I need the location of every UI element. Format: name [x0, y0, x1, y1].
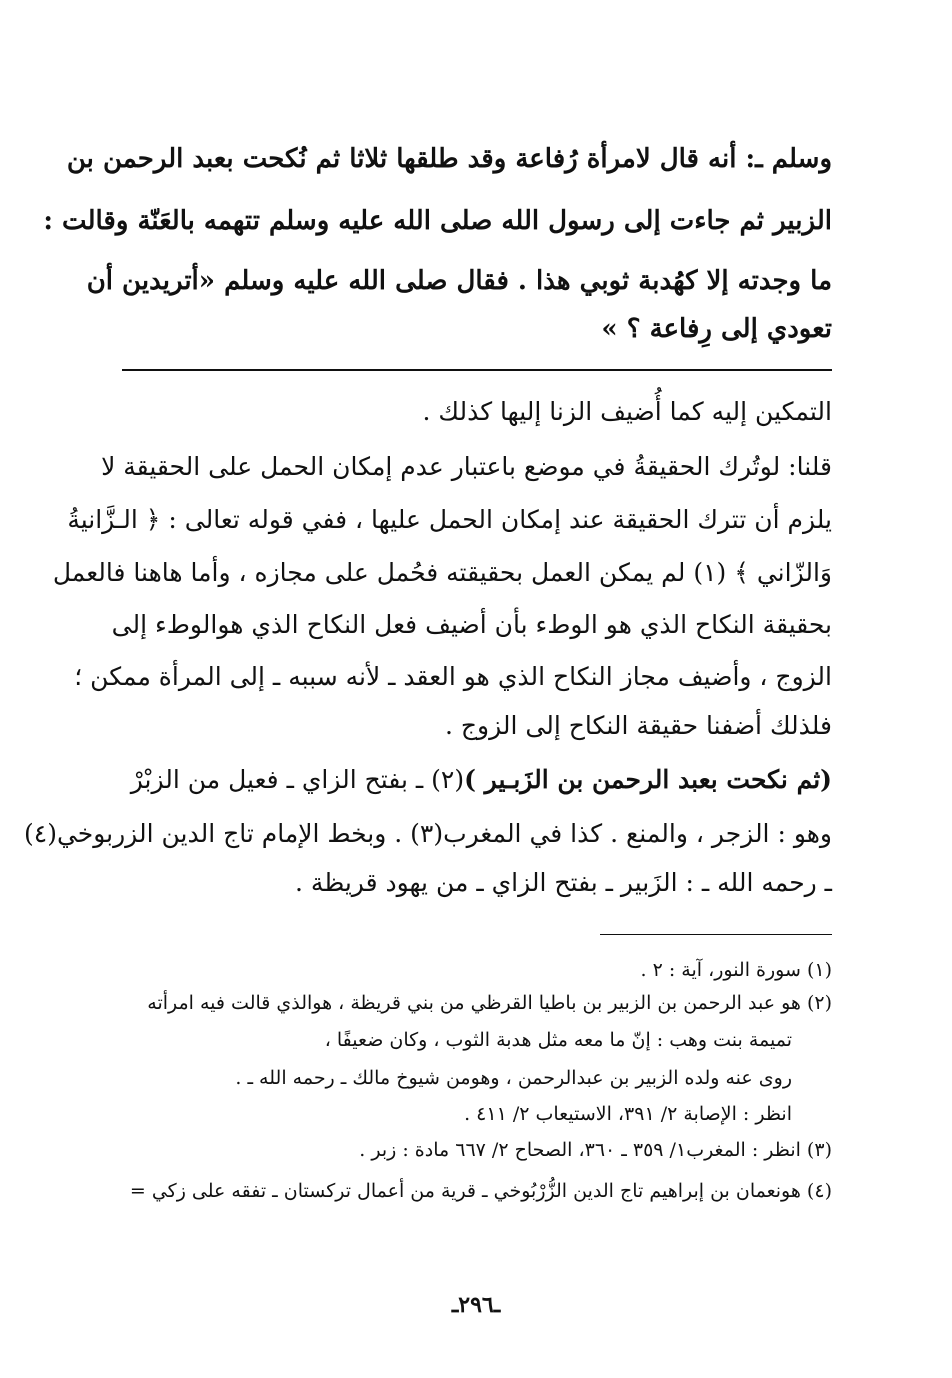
commentary-line: الزوج ، وأضيف مجاز النكاح الذي هو العقد ـ لأنه سببه ـ إلى المرأة ممكن ؛ — [74, 662, 832, 691]
footnote-2-reference: انظر : الإصابة ٢/ ٣٩١، الاستيعاب ٢/ ٤١١ . — [464, 1103, 792, 1125]
page-number: ـ٢٩٦ـ — [451, 1292, 501, 1318]
commentary-line: فلذلك أضفنا حقيقة النكاح إلى الزوج . — [445, 711, 832, 740]
footnote-4: (٤) هونعمان بن إبراهيم تاج الدين الزُّرْبُوخي ـ قرية من أعمال تركستان ـ تفقه على زكي = — [129, 1180, 832, 1202]
quoted-phrase: (ثم نكحت بعبد الرحمن بن الزَبـير ) — [464, 765, 832, 794]
commentary-line: قلنا: لوتُرك الحقيقةُ في موضع باعتبار عدم إمكان الحمل على الحقيقة لا — [101, 452, 832, 481]
commentary-line: ـ رحمه الله ـ : الزَبير ـ بفتح الزاي ـ من يهود قريظة . — [295, 868, 832, 897]
commentary-line: وَالزّاني ﴾ (١) لم يمكن العمل بحقيقته فحُمل على مجازه ، وأما هاهنا فالعمل — [52, 558, 832, 587]
footnote-3: (٣) انظر : المغرب١/ ٣٥٩ ـ ٣٦٠، الصحاح ٢/ ٦٦٧ مادة : زبر . — [359, 1139, 832, 1161]
footnote-1: (١) سورة النور، آية : ٢ . — [640, 959, 832, 981]
footnote-2: (٢) هو عبد الرحمن بن الزبير بن باطيا القرظي من بني قريظة ، هوالذي قالت فيه امرأته — [147, 992, 832, 1014]
main-text-line: ما وجدته إلا كهُدبة ثوبي هذا . فقال صلى الله عليه وسلم «أتريدين أن — [86, 266, 832, 296]
footnote-2-continuation: روى عنه ولده الزبير بن عبدالرحمن ، وهومن شيوخ مالك ـ رحمه الله ـ . — [235, 1067, 792, 1089]
commentary-text: (٢) ـ بفتح الزاي ـ فعيل من الزبْرْ — [130, 765, 465, 794]
section-divider — [122, 369, 832, 371]
commentary-line: التمكين إليه كما أُضيف الزنا إليها كذلك . — [422, 397, 832, 426]
commentary-line: يلزم أن تترك الحقيقة عند إمكان الحمل عليها ، ففي قوله تعالى : ﴿ الـزَّانيةُ — [67, 505, 832, 534]
main-text-line: تعودي إلى رِفاعة ؟ » — [601, 314, 832, 344]
footnote-divider — [600, 934, 832, 935]
commentary-line: وهو : الزجر ، والمنع . كذا في المغرب(٣) . وبخط الإمام تاج الدين الزربوخي(٤) — [23, 819, 832, 848]
footnote-2-continuation: تميمة بنت وهب : إنّ ما معه مثل هدبة الثوب ، وكان ضعيفًا ، — [324, 1029, 792, 1051]
commentary-line: بحقيقة النكاح الذي هو الوطء بأن أضيف فعل النكاح الذي هوالوطء إلى — [111, 610, 832, 639]
main-text-line: وسلم ـ: أنه قال لامرأة رُفاعة وقد طلقها ثلاثا ثم نُكحت بعبد الرحمن بن — [66, 144, 832, 174]
commentary-line — [122, 760, 832, 800]
main-text-line: الزبير ثم جاءت إلى رسول الله صلى الله عليه وسلم تتهمه بالعَنّة وقالت : — [43, 206, 832, 236]
